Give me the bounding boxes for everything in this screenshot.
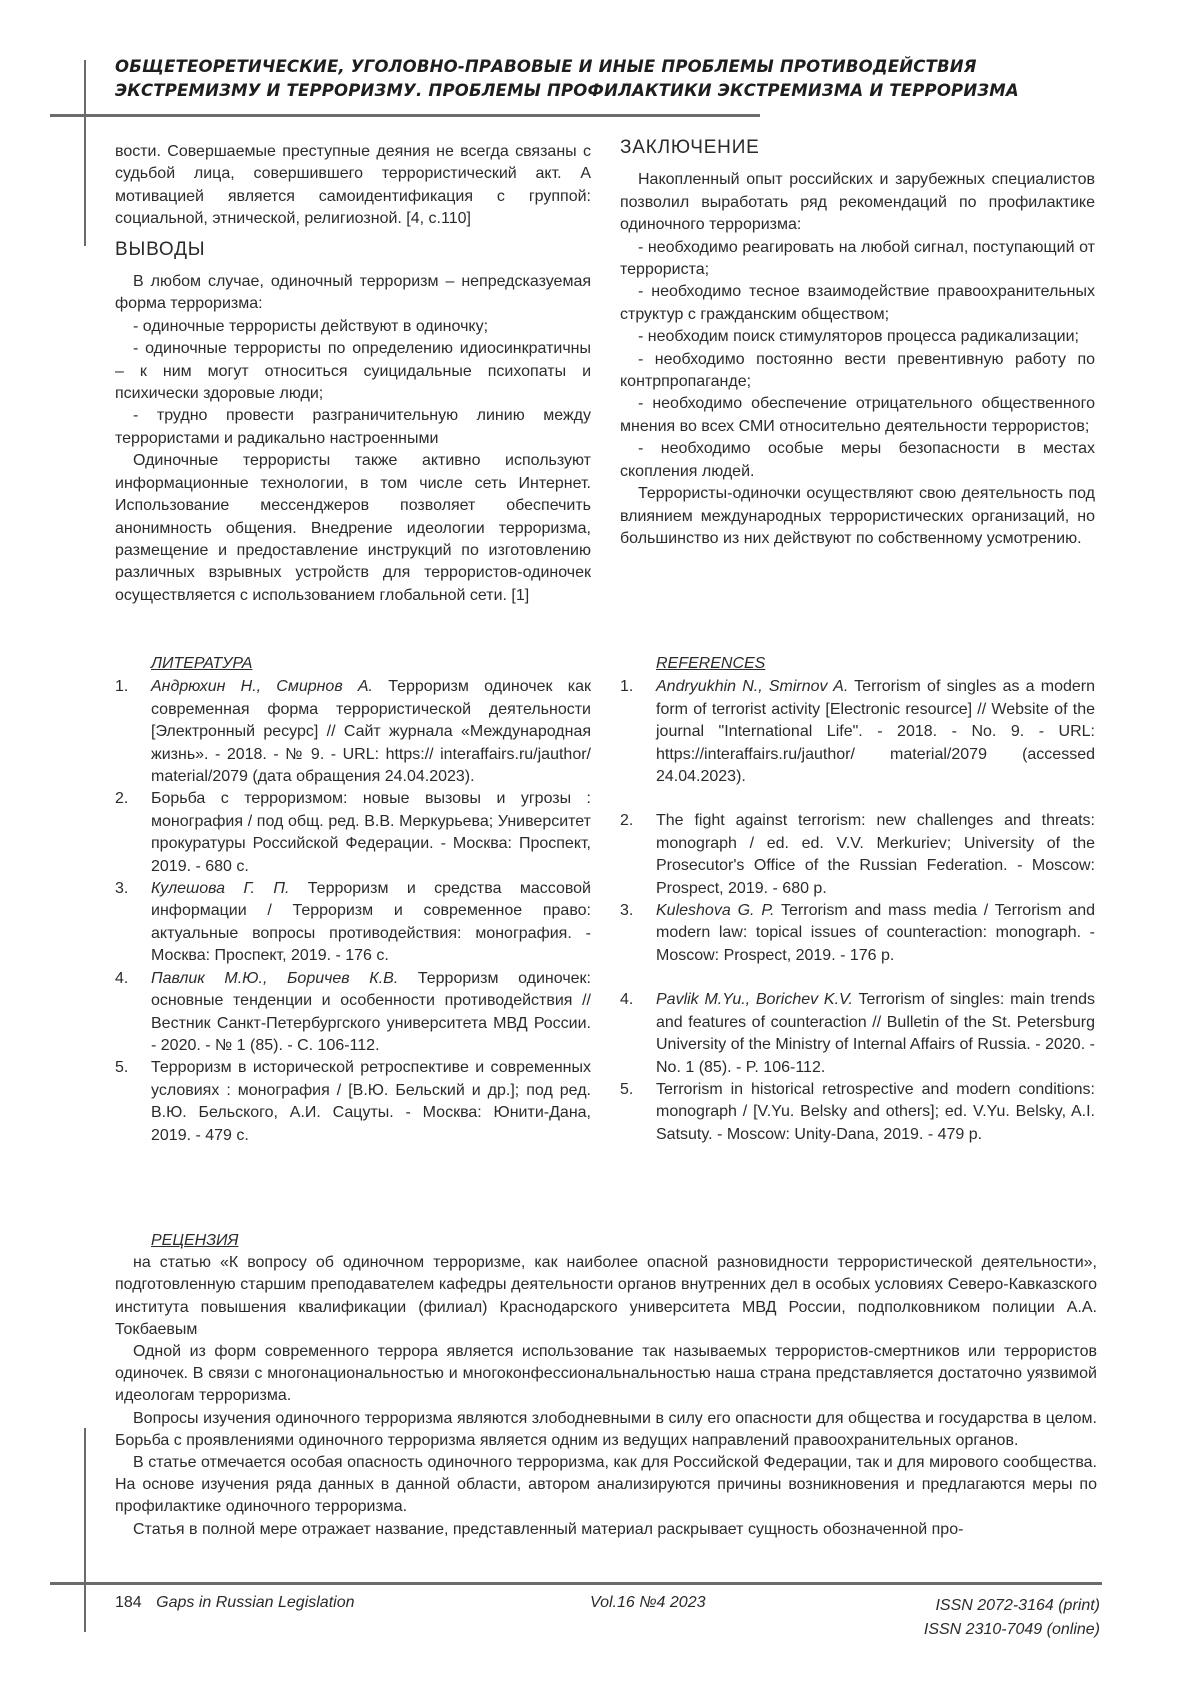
literature-item-number: 3. bbox=[115, 880, 129, 898]
conclusions-list-item: - трудно провести разграничительную линию между террористами и радикально настроенными bbox=[115, 407, 591, 447]
reference-item-number: 3. bbox=[620, 902, 634, 920]
reference-item bbox=[620, 989, 1095, 1079]
review-title: РЕЦЕНЗИЯ bbox=[151, 1232, 239, 1249]
footer-left bbox=[115, 1594, 355, 1612]
recommendation-item: - необходимо обеспечение отрицательного общественного мнения во всех СМИ относительно деятельности террористов; bbox=[620, 395, 1095, 435]
literature-item-authors: Андрюхин Н., Смирнов А. bbox=[151, 678, 374, 696]
reference-item-authors: Pavlik M.Yu., Borichev K.V. bbox=[656, 991, 853, 1009]
section-heading-summary: ЗАКЛЮЧЕНИЕ bbox=[620, 137, 760, 158]
conclusions-list-item: - одиночные террористы действуют в одиночку; bbox=[133, 317, 489, 335]
literature-item-text: Терроризм одиночек: основные тенденции и особенности противодействия // Вестник Санкт-Петербургского университета МВД России. - 2020. - № 1 (85). - С. 106-112. bbox=[151, 969, 591, 1054]
literature-item bbox=[115, 968, 591, 1058]
literature-item-number: 2. bbox=[115, 790, 129, 808]
recommendation-item: - необходимо постоянно вести превентивную работу по контрпропаганде; bbox=[620, 350, 1095, 391]
literature-item-text: Борьба с терроризмом: новые вызовы и угрозы : монография / под общ. ред. В.В. Меркурьева; Университет прокуратуры Российской Федерации. - Москва: Проспект, 2019. - 680 с. bbox=[151, 790, 591, 875]
reference-item-text: Terrorism in historical retrospective and modern conditions: monograph / [V.Yu. Belsky and others]; ed. V.Yu. Belsky, A.I. Satsuty. - Moscow: Unity-Dana, 2019. - 479 p. bbox=[656, 1080, 1095, 1143]
summary-paragraph-1: Накопленный опыт российских и зарубежных специалистов позволил выработать ряд рекомендаций по профилактике одиночного терроризма: bbox=[620, 171, 1095, 234]
literature-item-number: 1. bbox=[115, 678, 129, 696]
review-paragraph: Одной из форм современного террора является использование так называемых террористов-смертников или террористов одиночек. В связи с многонациональностью и многоконфессиональнальностью наша страна представляется достаточно уязвимой идеологам терроризма. bbox=[115, 1343, 1097, 1405]
reference-item-text: Terrorism of singles: main trends and features of counteraction // Bulletin of the St. Petersburg University of the Ministry of Internal Affairs of Russia. - 2020. - No. 1 (85). - P. 106-112. bbox=[656, 991, 1096, 1076]
reference-item-authors: Andryukhin N., Smirnov A. bbox=[656, 678, 849, 696]
reference-item-number: 4. bbox=[620, 991, 634, 1009]
header-vertical-rule bbox=[84, 60, 86, 246]
references-list bbox=[620, 653, 1095, 1146]
literature-item-text: Терроризм в исторической ретроспективе и современных условиях : монография / [В.Ю. Бельский и др.]; под ред. В.Ю. Бельского, А.И. Сацуты. - Москва: Юнити-Дана, 2019. - 479 с. bbox=[151, 1059, 591, 1144]
reference-item-text: The fight against terrorism: new challenges and threats: monograph / ed. ed. V.V. Merkuriev; University of the Prosecutor's Office of the Russian Federation. - Moscow: Prospect, 2019. - 680 p. bbox=[656, 812, 1095, 897]
literature-item-number: 5. bbox=[115, 1059, 129, 1077]
left-column bbox=[115, 141, 591, 607]
summary-paragraph-2: Террористы-одиночки осуществляют свою деятельность под влиянием международных террористических организаций, но большинство из них действуют по собственному усмотрению. bbox=[620, 485, 1095, 547]
literature-item-authors: Павлик М.Ю., Боричев К.В. bbox=[151, 969, 399, 987]
review-paragraph: В статье отмечается особая опасность одиночного терроризма, как для Российской Федерации, так и для мирового сообщества. На основе изучения ряда данных в данной области, автором анализируются причины возникновения и предлагаются меры по профилактике одиночного терроризма. bbox=[115, 1454, 1097, 1516]
literature-item-authors: Кулешова Г. П. bbox=[151, 880, 290, 898]
review-paragraph: Статья в полной мере отражает название, представленный материал раскрывает сущность обозначенной про- bbox=[133, 1520, 964, 1538]
intro-paragraph: вости. Совершаемые преступные деяния не всегда связаны с судьбой лица, совершившего террористический акт. А мотивацией является самоидентификация с группой: социальной, этнической, религиозной. [4, с.110] bbox=[115, 143, 591, 228]
recommendation-item: - необходимо реагировать на любой сигнал, поступающий от террориста; bbox=[620, 238, 1095, 279]
issn-print: ISSN 2072-3164 (print) bbox=[935, 1597, 1100, 1614]
footer-vertical-rule bbox=[84, 1428, 86, 1632]
running-header-line-1: ОБЩЕТЕОРЕТИЧЕСКИЕ, УГОЛОВНО-ПРАВОВЫЕ И ИНЫЕ ПРОБЛЕМЫ ПРОТИВОДЕЙСТВИЯ bbox=[115, 57, 977, 76]
literature-item bbox=[115, 878, 591, 968]
literature-title: ЛИТЕРАТУРА bbox=[151, 655, 253, 672]
literature-item bbox=[115, 676, 591, 788]
recommendation-item: - необходимо тесное взаимодействие правоохранительных структур с гражданским обществом; bbox=[620, 283, 1095, 323]
footer-right bbox=[924, 1594, 1100, 1642]
reference-item-authors: Kuleshova G. P. bbox=[656, 902, 775, 920]
literature-item-text: Терроризм и средства массовой информации / Терроризм и современное право: актуальные вопросы противодействия: монография. - Москва: Проспект, 2019. - 176 с. bbox=[151, 880, 591, 965]
conclusions-paragraph-2: Одиночные террористы также активно используют информационные технологии, в том числе сеть Интернет. Использование мессенджеров позволяет обеспечить анонимность общения. Внедрение идеологии терроризма, размещение и предоставление инструкций по изготовлению различных взрывных устройств для террористов-одиночек осуществляется с использованием глобальной сети. [1] bbox=[115, 452, 591, 604]
section-heading-conclusions: ВЫВОДЫ bbox=[115, 238, 206, 260]
reference-item bbox=[620, 810, 1095, 900]
conclusions-paragraph-1: В любом случае, одиночный терроризм – непредсказуемая форма терроризма: bbox=[115, 273, 591, 313]
running-header-line-2: ЭКСТРЕМИЗМУ И ТЕРРОРИЗМУ. ПРОБЛЕМЫ ПРОФИЛАКТИКИ ЭКСТРЕМИЗМА И ТЕРРОРИЗМА bbox=[115, 81, 1019, 100]
reference-item bbox=[620, 676, 1095, 788]
reference-item-number: 2. bbox=[620, 812, 634, 830]
issn-online: ISSN 2310-7049 (online) bbox=[923, 1621, 1100, 1638]
review-paragraph: на статью «К вопросу об одиночном терроризме, как наиболее опасной разновидности террористической деятельности», подготовленную старшим преподавателем кафедры деятельности органов внутренних дел в особых условиях Северо-Кавказского института повышения квалификации (филиал) Краснодарского университета МВД России, подполковником полиции А.А. Токбаевым bbox=[115, 1254, 1097, 1338]
right-column bbox=[620, 137, 1095, 550]
literature-item bbox=[115, 788, 591, 878]
reference-item-text: Terrorism and mass media / Terrorism and modern law: topical issues of counteraction: monograph. - Moscow: Prospect, 2019. - 176 p. bbox=[656, 902, 1095, 964]
running-header bbox=[115, 55, 1115, 103]
references-title: REFERENCES bbox=[656, 655, 766, 672]
recommendation-item: - необходим поиск стимуляторов процесса радикализации; bbox=[638, 328, 1079, 346]
review-paragraph: Вопросы изучения одиночного терроризма являются злободневными в силу его опасности для общества и государства в целом. Борьба с проявлениями одиночного терроризма является одним из ведущих направлений правоохранительных органов. bbox=[115, 1409, 1097, 1449]
reference-item-text: Terrorism of singles as a modern form of terrorist activity [Electronic resource] // Website of the journal "International Life". - 2018. - No. 9. - URL: https://interaffairs.ru/jauthor/ material/2079 (accessed 24.04.2023). bbox=[656, 678, 1096, 786]
review-section bbox=[115, 1230, 1097, 1541]
page-number: 184 bbox=[115, 1594, 142, 1611]
header-horizontal-rule bbox=[50, 114, 760, 117]
journal-name: Gaps in Russian Legislation bbox=[156, 1594, 355, 1611]
issue-info: Vol.16 №4 2023 bbox=[590, 1594, 706, 1611]
literature-item bbox=[115, 1057, 591, 1147]
recommendation-item: - необходимо особые меры безопасности в местах скопления людей. bbox=[620, 440, 1095, 480]
conclusions-list-item: - одиночные террористы по определению идиосинкратичны – к ним могут относиться суицидальные психопаты и психически здоровые люди; bbox=[115, 340, 591, 403]
reference-item bbox=[620, 1079, 1095, 1146]
literature-item-number: 4. bbox=[115, 969, 129, 987]
reference-item-number: 5. bbox=[620, 1080, 634, 1098]
footer-horizontal-rule bbox=[50, 1582, 1102, 1585]
literature-list bbox=[115, 653, 591, 1147]
reference-item-number: 1. bbox=[620, 678, 634, 696]
reference-item bbox=[620, 900, 1095, 967]
literature-item-text: Терроризм одиночек как современная форма террористической деятельности [Электронный ресурс] // Сайт журнала «Международная жизнь». - 2018. - № 9. - URL: https:// interaffairs.ru/jauthor/ material/2079 (дата обращения 24.04.2023). bbox=[151, 678, 591, 786]
